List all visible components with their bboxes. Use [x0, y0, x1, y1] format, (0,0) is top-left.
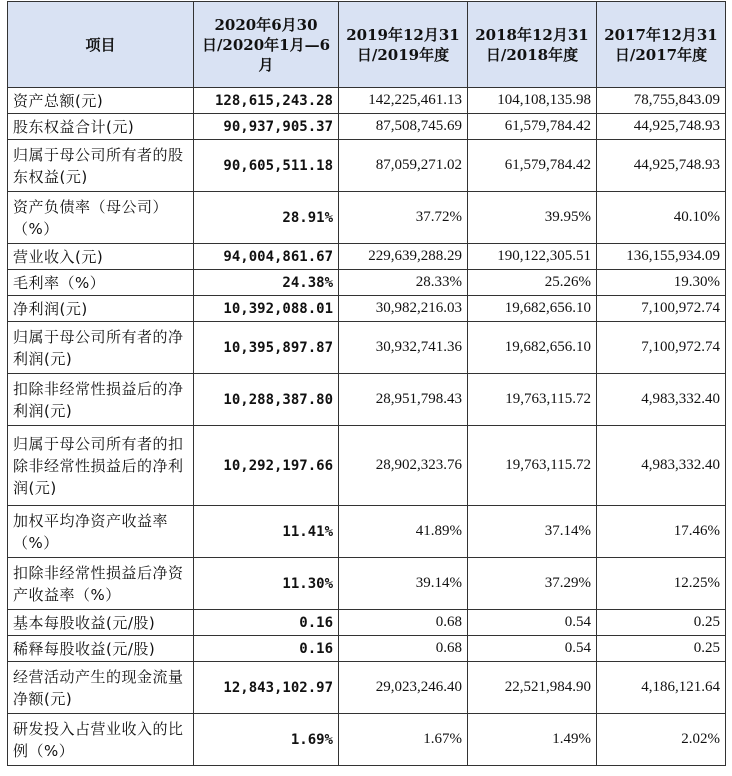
value-2017: 7,100,972.74 [597, 296, 726, 322]
value-2018: 61,579,784.42 [468, 114, 597, 140]
row-label: 净利润(元) [8, 296, 194, 322]
value-2020-h1: 12,843,102.97 [194, 662, 339, 714]
value-2019: 30,982,216.03 [339, 296, 468, 322]
value-2017: 19.30% [597, 270, 726, 296]
value-2020-h1: 90,605,511.18 [194, 140, 339, 192]
value-2019: 0.68 [339, 610, 468, 636]
value-2019: 41.89% [339, 506, 468, 558]
value-2018: 19,763,115.72 [468, 426, 597, 506]
value-2019: 1.67% [339, 714, 468, 766]
value-2019: 30,932,741.36 [339, 322, 468, 374]
header-row [8, 2, 726, 88]
header-2017: 2017年12月31日/2017年度 [597, 2, 726, 88]
table-row [8, 426, 726, 506]
value-2020-h1: 0.16 [194, 610, 339, 636]
row-label: 毛利率（%） [8, 270, 194, 296]
value-2019: 87,059,271.02 [339, 140, 468, 192]
value-2020-h1: 11.41% [194, 506, 339, 558]
row-label: 归属于母公司所有者的净利润(元) [8, 322, 194, 374]
row-label: 加权平均净资产收益率（%） [8, 506, 194, 558]
value-2018: 1.49% [468, 714, 597, 766]
value-2018: 39.95% [468, 192, 597, 244]
header-2020-h1: 2020年6月30日/2020年1月—6月 [194, 2, 339, 88]
row-label: 营业收入(元) [8, 244, 194, 270]
value-2018: 19,682,656.10 [468, 322, 597, 374]
value-2017: 7,100,972.74 [597, 322, 726, 374]
value-2020-h1: 0.16 [194, 636, 339, 662]
value-2019: 37.72% [339, 192, 468, 244]
row-label: 研发投入占营业收入的比例（%） [8, 714, 194, 766]
table-row [8, 506, 726, 558]
table-row [8, 636, 726, 662]
value-2019: 39.14% [339, 558, 468, 610]
value-2017: 0.25 [597, 610, 726, 636]
table-row [8, 322, 726, 374]
value-2018: 0.54 [468, 610, 597, 636]
value-2018: 19,682,656.10 [468, 296, 597, 322]
table-row [8, 610, 726, 636]
value-2019: 0.68 [339, 636, 468, 662]
row-label: 归属于母公司所有者的扣除非经常性损益后的净利润(元) [8, 426, 194, 506]
value-2017: 17.46% [597, 506, 726, 558]
value-2019: 87,508,745.69 [339, 114, 468, 140]
value-2017: 2.02% [597, 714, 726, 766]
value-2017: 0.25 [597, 636, 726, 662]
row-label: 扣除非经常性损益后净资产收益率（%） [8, 558, 194, 610]
value-2020-h1: 10,288,387.80 [194, 374, 339, 426]
value-2019: 29,023,246.40 [339, 662, 468, 714]
value-2020-h1: 28.91% [194, 192, 339, 244]
value-2020-h1: 90,937,905.37 [194, 114, 339, 140]
value-2020-h1: 1.69% [194, 714, 339, 766]
row-label: 扣除非经常性损益后的净利润(元) [8, 374, 194, 426]
table-row [8, 140, 726, 192]
table-row [8, 662, 726, 714]
value-2018: 104,108,135.98 [468, 88, 597, 114]
header-2019: 2019年12月31日/2019年度 [339, 2, 468, 88]
value-2020-h1: 94,004,861.67 [194, 244, 339, 270]
value-2018: 37.29% [468, 558, 597, 610]
value-2017: 4,186,121.64 [597, 662, 726, 714]
value-2017: 12.25% [597, 558, 726, 610]
row-label: 资产总额(元) [8, 88, 194, 114]
value-2020-h1: 128,615,243.28 [194, 88, 339, 114]
financial-summary-table [7, 1, 726, 766]
value-2018: 0.54 [468, 636, 597, 662]
header-2018: 2018年12月31日/2018年度 [468, 2, 597, 88]
table-row [8, 88, 726, 114]
row-label: 稀释每股收益(元/股) [8, 636, 194, 662]
table-row [8, 270, 726, 296]
value-2017: 40.10% [597, 192, 726, 244]
table-row [8, 296, 726, 322]
row-label: 经营活动产生的现金流量净额(元) [8, 662, 194, 714]
value-2017: 136,155,934.09 [597, 244, 726, 270]
value-2017: 78,755,843.09 [597, 88, 726, 114]
value-2018: 19,763,115.72 [468, 374, 597, 426]
value-2019: 28,951,798.43 [339, 374, 468, 426]
row-label: 股东权益合计(元) [8, 114, 194, 140]
value-2020-h1: 10,292,197.66 [194, 426, 339, 506]
value-2018: 25.26% [468, 270, 597, 296]
table-row [8, 558, 726, 610]
row-label: 资产负债率（母公司）（%） [8, 192, 194, 244]
table-row [8, 192, 726, 244]
value-2020-h1: 10,395,897.87 [194, 322, 339, 374]
value-2019: 28,902,323.76 [339, 426, 468, 506]
value-2018: 37.14% [468, 506, 597, 558]
header-item: 项目 [8, 2, 194, 88]
value-2020-h1: 10,392,088.01 [194, 296, 339, 322]
value-2019: 142,225,461.13 [339, 88, 468, 114]
value-2018: 22,521,984.90 [468, 662, 597, 714]
value-2017: 44,925,748.93 [597, 140, 726, 192]
value-2018: 61,579,784.42 [468, 140, 597, 192]
value-2019: 28.33% [339, 270, 468, 296]
table-row [8, 374, 726, 426]
table-row [8, 114, 726, 140]
table-row [8, 244, 726, 270]
value-2017: 44,925,748.93 [597, 114, 726, 140]
value-2017: 4,983,332.40 [597, 426, 726, 506]
value-2018: 190,122,305.51 [468, 244, 597, 270]
table-row [8, 714, 726, 766]
value-2020-h1: 11.30% [194, 558, 339, 610]
row-label: 归属于母公司所有者的股东权益(元) [8, 140, 194, 192]
value-2019: 229,639,288.29 [339, 244, 468, 270]
value-2017: 4,983,332.40 [597, 374, 726, 426]
row-label: 基本每股收益(元/股) [8, 610, 194, 636]
value-2020-h1: 24.38% [194, 270, 339, 296]
